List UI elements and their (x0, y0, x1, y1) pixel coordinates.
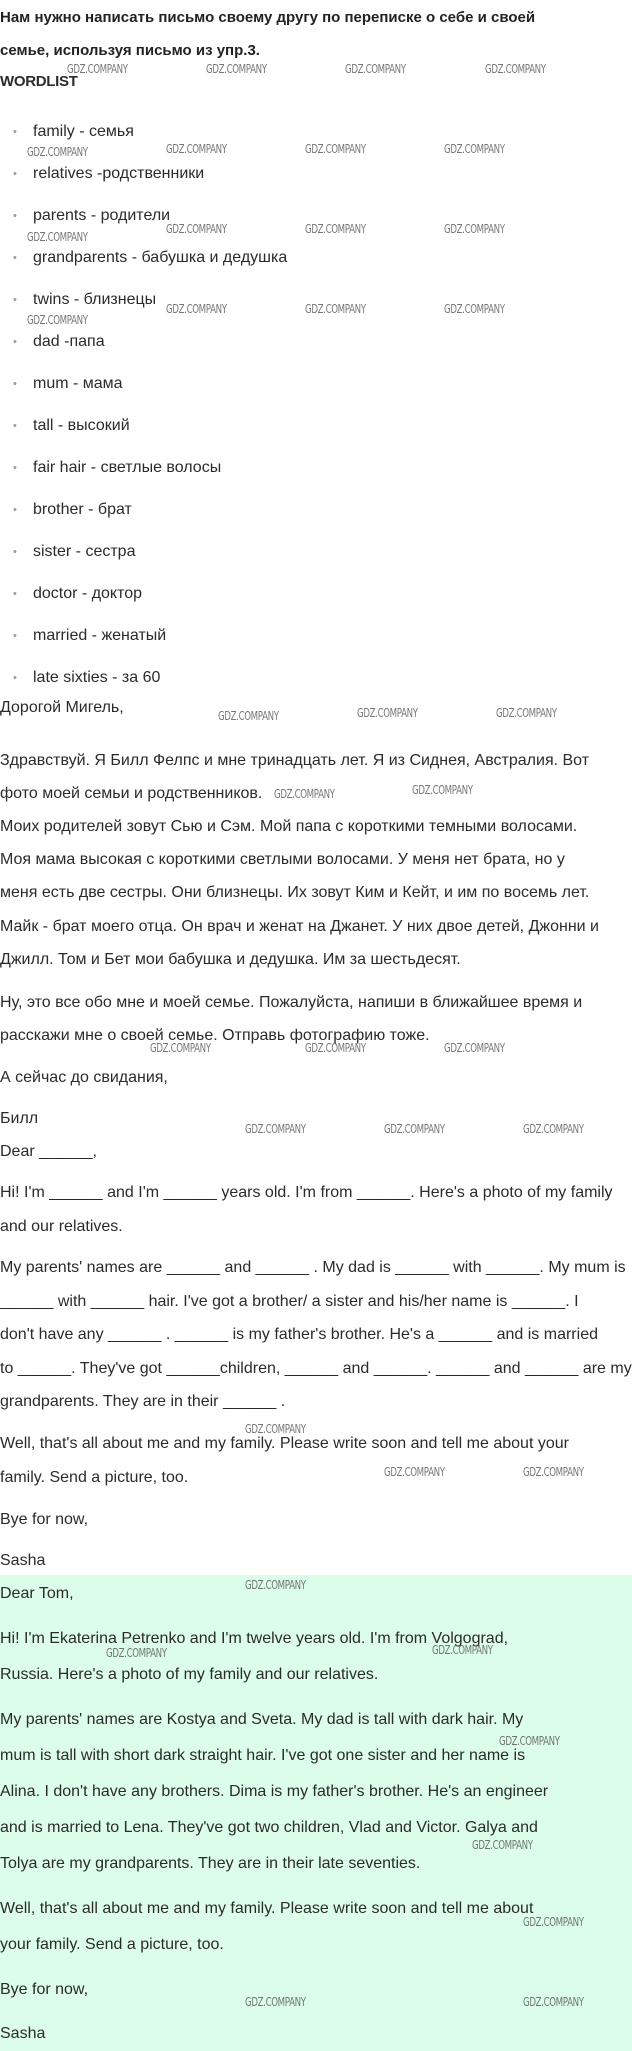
task-line-2: семье, используя письмо из упр.3. (0, 42, 260, 59)
watermark: GDZ.COMPANY (472, 1838, 533, 1852)
wordlist-title: WORDLIST (0, 73, 78, 90)
watermark: GDZ.COMPANY (412, 783, 473, 797)
watermark: GDZ.COMPANY (485, 62, 546, 76)
letter-line: Well, that's all about me and my family. Please write soon and tell me about your (0, 1435, 569, 1452)
list-item: • brother - брат (33, 500, 132, 520)
watermark: GDZ.COMPANY (218, 709, 279, 723)
letter-line: Майк - брат моего отца. Он врач и женат на Джанет. У них двое детей, Джонни и (0, 918, 599, 935)
letter-line: меня есть две сестры. Они близнецы. Их зовут Ким и Кейт, и им по восемь лет. (0, 884, 590, 901)
watermark: GDZ.COMPANY (305, 222, 366, 236)
task-line-1: Нам нужно написать письмо своему другу по переписке о себе и своей (0, 9, 536, 26)
letter-line: grandparents. They are in their ______ . (0, 1393, 286, 1410)
list-item: • late sixties - за 60 (33, 668, 160, 688)
letter-line: Dear ______, (0, 1143, 97, 1160)
watermark: GDZ.COMPANY (27, 230, 88, 244)
list-item: • dad -папа (33, 332, 105, 352)
watermark: GDZ.COMPANY (150, 1041, 211, 1055)
letter-line: Bye for now, (0, 1981, 89, 1998)
watermark: GDZ.COMPANY (523, 1122, 584, 1136)
letter-line: your family. Send a picture, too. (0, 1936, 224, 1953)
watermark: GDZ.COMPANY (106, 1646, 167, 1660)
watermark: GDZ.COMPANY (496, 706, 557, 720)
list-item: • grandparents - бабушка и дедушка (33, 248, 287, 268)
letter-line: Моя мама высокая с короткими светлыми волосами. У меня нет брата, но у (0, 851, 565, 868)
watermark: GDZ.COMPANY (274, 787, 335, 801)
letter-line: Dear Tom, (0, 1585, 74, 1602)
letter-line: Здравствуй. Я Билл Фелпс и мне тринадцать лет. Я из Сиднея, Австралия. Вот (0, 752, 590, 769)
watermark: GDZ.COMPANY (166, 142, 227, 156)
watermark: GDZ.COMPANY (245, 1122, 306, 1136)
letter-line: Hi! I'm Ekaterina Petrenko and I'm twelve years old. I'm from Volgograd, (0, 1630, 509, 1647)
letter-line: Билл (0, 1110, 39, 1127)
letter-line: Дорогой Мигель, (0, 699, 124, 716)
letter-line: Russia. Here's a photo of my family and our relatives. (0, 1666, 379, 1683)
list-item: • tall - высокий (33, 416, 130, 436)
letter-line: Моих родителей зовут Сью и Сэм. Мой папа с короткими темными волосами. (0, 818, 578, 835)
list-item: • married - женатый (33, 626, 166, 646)
watermark: GDZ.COMPANY (432, 1643, 493, 1657)
watermark: GDZ.COMPANY (523, 1465, 584, 1479)
watermark: GDZ.COMPANY (444, 142, 505, 156)
watermark: GDZ.COMPANY (166, 302, 227, 316)
watermark: GDZ.COMPANY (444, 222, 505, 236)
letter-line: My parents' names are Kostya and Sveta. My dad is tall with dark hair. My (0, 1711, 524, 1728)
list-item: • mum - мама (33, 374, 123, 394)
letter-line: Alina. I don't have any brothers. Dima is my father's brother. He's an engineer (0, 1783, 549, 1800)
letter-line: фото моей семьи и родственников. (0, 785, 263, 802)
letter-line: расскажи мне о своей семье. Отправь фотографию тоже. (0, 1027, 430, 1044)
watermark: GDZ.COMPANY (245, 1422, 306, 1436)
watermark: GDZ.COMPANY (305, 1041, 366, 1055)
letter-line: А сейчас до свидания, (0, 1069, 168, 1086)
letter-line: don't have any ______ . ______ is my father's brother. He's a ______ and is married (0, 1326, 598, 1343)
watermark: GDZ.COMPANY (523, 1995, 584, 2009)
watermark: GDZ.COMPANY (357, 706, 418, 720)
watermark: GDZ.COMPANY (27, 313, 88, 327)
list-item: • sister - сестра (33, 542, 135, 562)
watermark: GDZ.COMPANY (444, 1041, 505, 1055)
watermark: GDZ.COMPANY (444, 302, 505, 316)
letter-line: Sasha (0, 2025, 46, 2042)
list-item: • relatives -родственники (33, 164, 204, 184)
letter-line: family. Send a picture, too. (0, 1469, 189, 1486)
letter-line: Bye for now, (0, 1511, 89, 1528)
watermark: GDZ.COMPANY (27, 145, 88, 159)
list-item: • doctor - доктор (33, 584, 142, 604)
letter-line: Hi! I'm ______ and I'm ______ years old. I'm from ______. Here's a photo of my family (0, 1184, 613, 1201)
watermark: GDZ.COMPANY (499, 1734, 560, 1748)
letter-line: Ну, это все обо мне и моей семье. Пожалуйста, напиши в ближайшее время и (0, 994, 583, 1011)
watermark: GDZ.COMPANY (345, 62, 406, 76)
letter-line: and is married to Lena. They've got two children, Vlad and Victor. Galya and (0, 1819, 538, 1836)
letter-line: ______ with ______ hair. I've got a brother/ a sister and his/her name is ______. I (0, 1293, 579, 1310)
watermark: GDZ.COMPANY (523, 1915, 584, 1929)
watermark: GDZ.COMPANY (245, 1578, 306, 1592)
letter-line: to ______. They've got ______children, ______ and ______. ______ and ______ are my (0, 1360, 632, 1377)
watermark: GDZ.COMPANY (245, 1995, 306, 2009)
letter-line: Well, that's all about me and my family. Please write soon and tell me about (0, 1900, 534, 1917)
letter-line: Sasha (0, 1552, 46, 1569)
letter-line: My parents' names are ______ and ______ . My dad is ______ with ______. My mum is (0, 1259, 626, 1276)
watermark: GDZ.COMPANY (67, 62, 128, 76)
list-item: • parents - родители (33, 206, 170, 226)
letter-line: Tolya are my grandparents. They are in their late seventies. (0, 1855, 421, 1872)
letter-line: Джилл. Том и Бет мои бабушка и дедушка. Им за шестьдесят. (0, 951, 461, 968)
watermark: GDZ.COMPANY (166, 222, 227, 236)
list-item: • family - семья (33, 122, 134, 142)
watermark: GDZ.COMPANY (384, 1122, 445, 1136)
watermark: GDZ.COMPANY (305, 142, 366, 156)
letter-line: mum is tall with short dark straight hair. I've got one sister and her name is (0, 1747, 526, 1764)
letter-line: and our relatives. (0, 1218, 123, 1235)
list-item: • fair hair - светлые волосы (33, 458, 221, 478)
watermark: GDZ.COMPANY (384, 1465, 445, 1479)
list-item: • twins - близнецы (33, 290, 156, 310)
watermark: GDZ.COMPANY (305, 302, 366, 316)
watermark: GDZ.COMPANY (206, 62, 267, 76)
